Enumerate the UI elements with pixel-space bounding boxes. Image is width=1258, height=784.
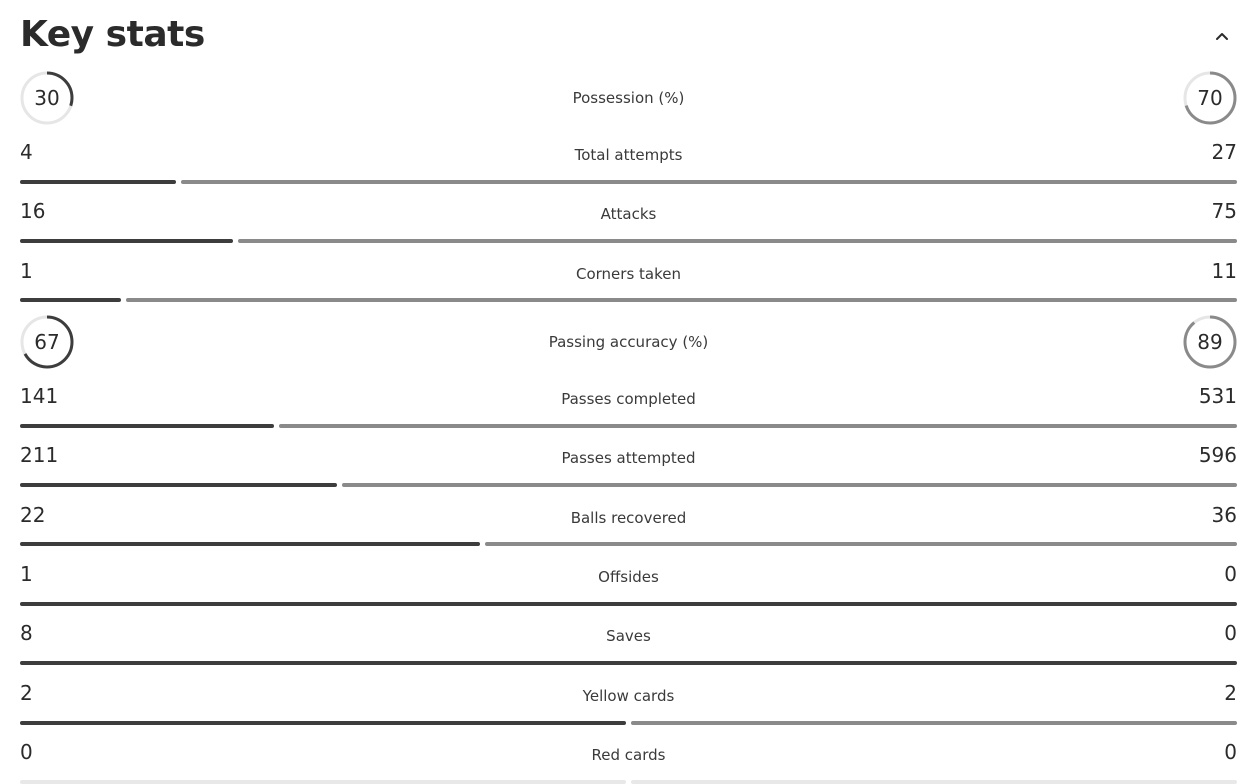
stat-possession [20,71,1237,127]
home-value: 1 [20,259,33,283]
stat-attacks [20,198,1237,248]
home-possession-value: 30 [34,86,60,110]
away-value: 0 [1224,562,1237,586]
stat-label: Yellow cards [582,687,675,705]
home-value: 16 [20,199,46,223]
comparison-bar [20,661,1237,665]
chevron-up-icon[interactable] [1212,26,1232,46]
stat-passes-completed [20,383,1237,433]
away-value: 531 [1198,384,1237,408]
home-value: 22 [20,503,46,527]
away-bar [238,239,1237,243]
away-value: 75 [1211,199,1237,223]
away-value: 0 [1224,621,1237,645]
stat-label: Passes attempted [561,449,696,467]
stat-yellow-cards [20,680,1237,730]
comparison-bar [20,483,1237,487]
away-value: 11 [1211,259,1237,283]
home-value: 211 [20,443,59,467]
home-bar [20,602,1237,606]
away-bar [279,424,1237,428]
stat-label: Corners taken [576,265,681,283]
home-bar [20,424,274,428]
comparison-bar [20,239,1237,243]
home-passing-accuracy-value: 67 [34,330,60,354]
away-value: 27 [1211,140,1237,164]
away-value: 2 [1224,681,1237,705]
home-bar [20,239,233,243]
away-value: 0 [1224,740,1237,764]
stat-total-attempts [20,139,1237,189]
section-title: Key stats [20,14,205,55]
away-bar [126,298,1237,302]
home-value: 0 [20,740,33,764]
comparison-bar [20,721,1237,725]
stat-offsides [20,561,1237,611]
away-bar [631,721,1237,725]
comparison-bar [20,424,1237,428]
home-value: 8 [20,621,33,645]
stat-label: Red cards [591,746,666,764]
home-value: 141 [20,384,59,408]
home-bar [20,780,626,784]
stat-label: Offsides [598,568,659,586]
away-bar [485,542,1237,546]
home-value: 2 [20,681,33,705]
stat-label: Balls recovered [570,509,687,527]
away-bar [181,180,1237,184]
stat-passes-attempted [20,442,1237,492]
away-passing-accuracy-ring [1183,315,1237,369]
stat-label: Attacks [600,205,657,223]
stat-balls-recovered [20,502,1237,552]
away-possession-value: 70 [1197,86,1223,110]
away-bar [631,780,1237,784]
stat-corners-taken [20,258,1237,308]
home-value: 4 [20,140,33,164]
stat-passing-accuracy [20,315,1237,371]
comparison-bar [20,780,1237,784]
comparison-bar [20,542,1237,546]
stat-label: Passing accuracy (%) [548,333,709,351]
away-value: 596 [1198,443,1237,467]
home-bar [20,661,1237,665]
comparison-bar [20,298,1237,302]
home-bar [20,483,337,487]
stat-saves [20,620,1237,670]
home-bar [20,542,480,546]
away-bar [342,483,1237,487]
stat-label: Passes completed [561,390,696,408]
stat-label: Total attempts [574,146,683,164]
key-stats-header [0,0,1258,70]
home-bar [20,180,176,184]
home-bar [20,298,121,302]
stat-red-cards [20,739,1237,782]
away-value: 36 [1211,503,1237,527]
stat-label: Saves [606,627,651,645]
away-possession-ring [1183,71,1237,125]
away-passing-accuracy-value: 89 [1197,330,1223,354]
comparison-bar [20,602,1237,606]
stat-label: Possession (%) [572,89,685,107]
home-value: 1 [20,562,33,586]
comparison-bar [20,180,1237,184]
home-bar [20,721,626,725]
